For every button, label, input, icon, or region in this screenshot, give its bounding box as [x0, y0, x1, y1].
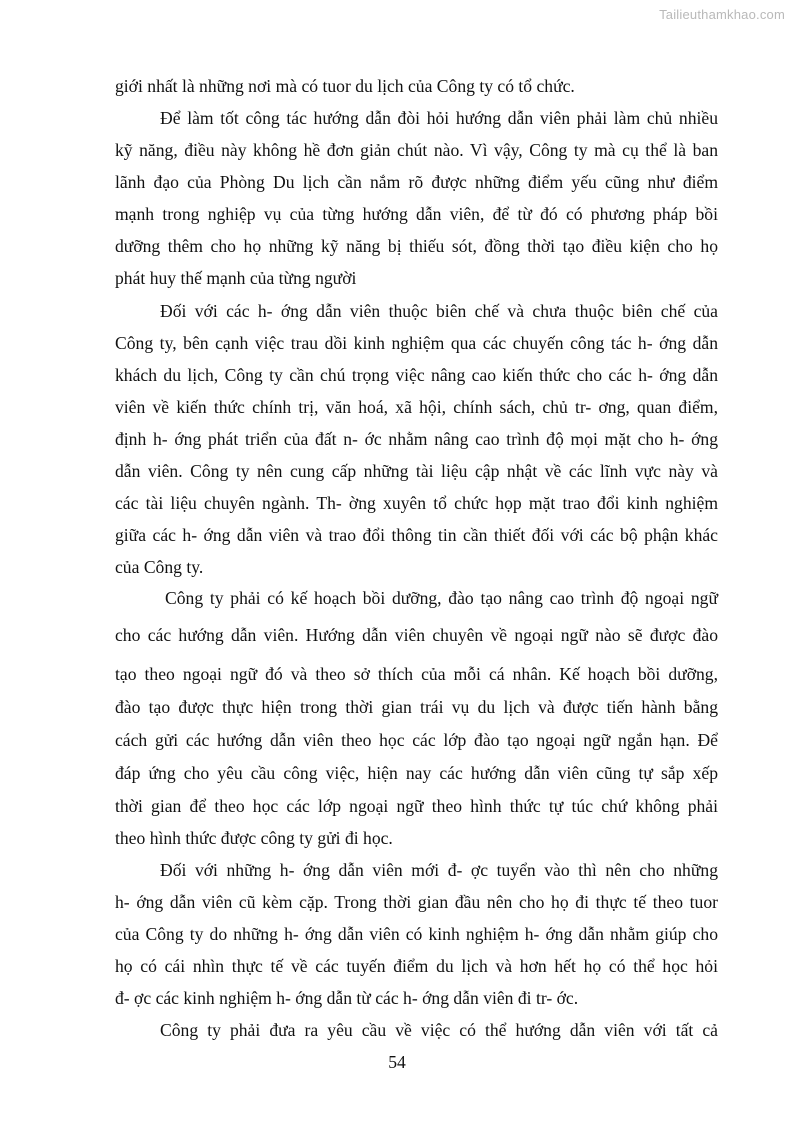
text-line: lãnh đạo của Phòng Du lịch cần nắm rõ được những điểm yếu cũng như điểm [115, 172, 718, 192]
text-line: của Công ty do những h- ớng dẫn viên có kinh nghiệm h- ớng dẫn nhằm giúp cho [115, 924, 718, 944]
text-line: kỹ năng, điều này không hề đơn giản chút nào. Vì vậy, Công ty mà cụ thể là ban [115, 140, 718, 160]
text-line: định h- ớng phát triển của đất n- ớc nhằm nâng cao trình độ mọi mặt cho h- ớng [115, 429, 718, 449]
text-line: tạo theo ngoại ngữ đó và theo sở thích của mỗi cá nhân. Kế hoạch bồi dưỡng, [115, 664, 718, 684]
text-line: h- ớng dẫn viên cũ kèm cặp. Trong thời gian đầu nên cho họ đi thực tế theo tuor [115, 892, 718, 912]
text-line: cách gửi các hướng dẫn viên theo học các lớp đào tạo ngoại ngữ ngắn hạn. Để [115, 730, 718, 750]
text-line: dưỡng thêm cho họ những kỹ năng bị thiếu sót, đồng thời tạo điều kiện cho họ [115, 236, 718, 256]
text-line: họ có cái nhìn thực tế về các tuyến điểm du lịch và hơn hết họ có thể học hỏi [115, 956, 718, 976]
text-line: đáp ứng cho yêu cầu công việc, hiện nay các hướng dẫn viên cũng tự sắp xếp [115, 763, 718, 783]
text-line: đ- ợc các kinh nghiệm h- ớng dẫn từ các h- ớng dẫn viên đi tr- ớc. [115, 988, 579, 1008]
text-line: theo hình thức được công ty gửi đi học. [115, 828, 393, 848]
text-line: cho các hướng dẫn viên. Hướng dẫn viên chuyên về ngoại ngữ nào sẽ được đào [115, 625, 718, 645]
text-line: Đối với các h- ớng dẫn viên thuộc biên chế và chưa thuộc biên chế của [160, 301, 718, 321]
text-line: Công ty phải có kế hoạch bồi dưỡng, đào tạo nâng cao trình độ ngoại ngữ [165, 588, 718, 608]
text-line: Đối với những h- ớng dẫn viên mới đ- ợc tuyển vào thì nên cho những [160, 860, 718, 880]
text-line: phát huy thế mạnh của từng người [115, 268, 357, 288]
text-line: mạnh trong nghiệp vụ của từng hướng dẫn viên, để từ đó có phương pháp bồi [115, 204, 718, 224]
text-line: Để làm tốt công tác hướng dẫn đòi hỏi hướng dẫn viên phải làm chủ nhiều [160, 108, 718, 128]
text-line: thời gian để theo học các lớp ngoại ngữ theo hình thức tự túc chứ không phải [115, 796, 718, 816]
page-number: 54 [388, 1052, 406, 1072]
text-line: khách du lịch, Công ty cần chú trọng việc nâng cao kiến thức cho các h- ớng dẫn [115, 365, 718, 385]
text-line: giữa các h- ớng dẫn viên và trao đổi thông tin cần thiết đối với các bộ phận khác [115, 525, 718, 545]
watermark-text: Tailieuthamkhao.com [659, 7, 785, 22]
text-line: Công ty, bên cạnh việc trau dồi kinh nghiệm qua các chuyến công tác h- ớng dẫn [115, 333, 718, 353]
text-line: giới nhất là những nơi mà có tuor du lịch của Công ty có tổ chức. [115, 76, 575, 96]
text-line: Công ty phải đưa ra yêu cầu về việc có thể hướng dẫn viên với tất cả [160, 1020, 718, 1040]
text-line: của Công ty. [115, 557, 204, 577]
text-line: đào tạo được thực hiện trong thời gian trái vụ du lịch và được tiến hành bằng [115, 697, 718, 717]
text-line: các tài liệu chuyên ngành. Th- ờng xuyên tổ chức họp mặt trao đổi kinh nghiệm [115, 493, 718, 513]
text-line: dẫn viên. Công ty nên cung cấp những tài liệu cập nhật về các lĩnh vực này và [115, 461, 718, 481]
text-line: viên về kiến thức chính trị, văn hoá, xã hội, chính sách, chủ tr- ơng, quan điểm, [115, 397, 718, 417]
